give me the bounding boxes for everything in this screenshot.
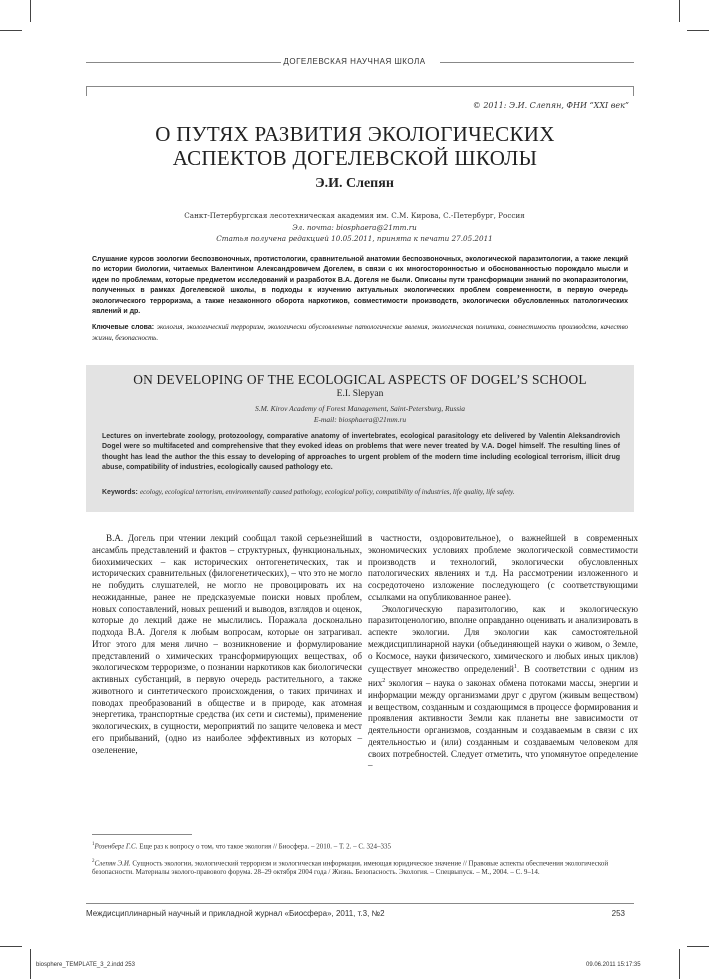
keywords-en xyxy=(102,487,620,498)
keywords-text: экология, экологический терроризм, экологически обусловленные патологические явления, экологическая политика, совместимость производств, качество жизни, безопасность. xyxy=(92,323,629,343)
footnote-number: 2 xyxy=(92,859,95,864)
english-affiliation: S.M. Kirov Academy of Forest Management, Saint-Petersburg, Russia xyxy=(254,404,466,413)
footnote-2 xyxy=(92,857,622,877)
paragraph-text: . В соответствии с одним из них xyxy=(368,664,638,689)
journal-footer: Междисциплинарный научный и прикладной журнал «Биосфера», 2011, т.3, №2 xyxy=(86,909,385,918)
english-title: ON DEVELOPING OF THE ECOLOGICAL ASPECTS OF DOGEL’S SCHOOL xyxy=(133,372,587,387)
crop-mark xyxy=(0,30,22,31)
footnote-rule xyxy=(92,834,192,835)
paragraph-text: экология – наука о законах обмена потоками массы, энергии и информации между организмами друг с другом (живым веществом) и веществом, созданным и создающимся в процессе формирования и проявления активности Земли как планеты вне зависимости от деятельности организмов, созданным и создаваемым в связи с их деятельностью и (или) созданным и создаваемым человеком для своих потребностей. Следует отметить, что упомянутое определение – xyxy=(368,678,638,771)
affiliation: Санкт-Петербургская лесотехническая академия им. С.М. Кирова, С.-Петербург, Россия xyxy=(184,211,525,220)
crop-mark xyxy=(687,30,709,31)
footnote-text: Еще раз к вопросу о том, что такое экология // Биосфера. – 2010. – Т. 2. – С. 324–335 xyxy=(137,842,392,851)
crop-mark xyxy=(30,0,31,22)
footer-rule xyxy=(86,903,634,904)
abstract-en: Lectures on invertebrate zoology, protozoology, comparative anatomy of invertebrates, ecological parasitology etc delivered by Valentin Aleksandrovich Dogel were so multifaceted and comprehensive that they evoked ideas on problems that were never treated by V.A. Dogel himself. The resulting lines of thought has lead the author the this essay to developing of approaches to urgent problem of the modern time including ecological terrorism, illicit drug abuse, compatibility of industries, ecologically caused pathology etc. xyxy=(102,433,620,471)
paragraph: в частности, оздоровительное), о важнейшей в современных экономических условиях проблеме экологической совместимости производств и технологий, экологически обусловленных патологических явлениях и т.д. На рассмотрении изложенного и сосредоточено изложение последующего (с соответствующими ссылками на опубликованное ранее). xyxy=(368,533,638,602)
header-rule-top-box xyxy=(86,86,634,87)
author-name: Э.И. Слепян xyxy=(315,176,394,191)
body-column-right xyxy=(368,533,638,772)
footnote-number: 1 xyxy=(92,842,95,847)
crop-mark xyxy=(679,0,680,22)
english-author: E.I. Slepyan xyxy=(336,389,384,399)
footnote-1 xyxy=(92,840,622,851)
footnote-author: Слепян Э.И. xyxy=(94,859,131,868)
header-rule-right-vertical xyxy=(633,86,634,96)
title-line-1: О ПУТЯХ РАЗВИТИЯ ЭКОЛОГИЧЕСКИХ xyxy=(155,122,555,146)
footnote-ref-1[interactable]: 1 xyxy=(513,664,517,671)
paragraph xyxy=(368,604,638,773)
keywords-ru xyxy=(92,322,628,344)
paragraph-text: Экологическую паразитологию, как и экологическую паразитоценологию, вполне оправданно оценивать и анализировать в аспекте экологии. Для экологии как самостоятельной междисциплинарной науки (объединяющей науки о живом, о Земле, о Космосе, науки физического, химического и любых иных циклов) существует множество определений xyxy=(368,603,638,675)
running-title: ДОГЕЛЕВСКАЯ НАУЧНАЯ ШКОЛА xyxy=(283,57,426,66)
footnote-ref-2[interactable]: 2 xyxy=(382,678,386,685)
email: Эл. почта: biosphaera@21mm.ru xyxy=(292,223,417,232)
footnote-text: Сущность экологии, экологический терроризм и экологическая информация, имеющая юридическое значение // Правовые аспекты обеспечения экологической безопасности. Материалы эколого-правового форума. 28–29 октября 2004 года / Жизнь. Безопасность. Экология. – Спецвыпуск. – М., 2004. – С. 9–14. xyxy=(92,859,609,877)
paragraph: В.А. Догель при чтении лекций сообщал такой серьезнейший ансамбль представлений и фактов – структурных, функциональных, биохимических – как исторических онтогенетических, так и исторических сравнительных (филогенетических), – что это не могло не побудить слушателей, не могло не провоцировать их на неожиданные, ранее не предсказуемые поиски новых проблем, новых сопоставлений, новых решений и выводов, взглядов и оценок, которые до лекций даже не мыслились. Поражала досконально подхода В.А. Догеля к любым вопросам, которые он затрагивал. Итог этого для меня лично – возникновение и формулирование представлений о химических трансформирующих веществах, об экологическом терроризме, о познании наркотиков как биологически активных субстанций, в первую очередь растительного, а также животного и синтетического происхождения, о таких причинах и поводах преобразований в обществе и в природе, как атомная энергетика, транспортные средства (их сети и системы), применение экологических, в сущности, мероприятий по защите человека и мест его прибываний, (одно из наиболее эффективных из которых – озеленение, xyxy=(92,533,362,755)
english-email: E-mail: biosphaera@21mm.ru xyxy=(313,415,407,424)
keywords-en-label: Keywords: xyxy=(102,489,138,496)
keywords-en-text: ecology, ecological terrorism, environmentally caused pathology, ecological policy, compatibility of industries, life quality, life safety. xyxy=(140,488,515,496)
slug-datetime: 09.06.2011 15:17:35 xyxy=(586,962,641,968)
body-column-left xyxy=(92,533,362,756)
article-title xyxy=(60,122,650,170)
copyright: © 2011: Э.И. Слепян, ФНИ “XXI век” xyxy=(472,101,629,110)
header-rule-left-vertical xyxy=(86,86,87,96)
crop-mark xyxy=(687,946,709,947)
crop-mark xyxy=(0,946,22,947)
title-line-2: АСПЕКТОВ ДОГЕЛЕВСКОЙ ШКОЛЫ xyxy=(172,146,538,170)
header-rule-right xyxy=(440,62,634,63)
received-date: Статья получена редакцией 10.05.2011, принята к печати 27.05.2011 xyxy=(216,234,493,243)
abstract-ru: Слушание курсов зоологии беспозвоночных, протистологии, сравнительной анатомии беспозвоночных, экологической паразитологии, а также лекций по истории биологии, читаемых Валентином Александровичем Догелем, в связи с их многосторонностью и обоснованностью порождало мысли и идеи по проблемам, которые предметом исследований и разработок В.А. Догеля не были. Описаны пути трансформации знаний по экопаразитологии, полученных в рамках Догелевской школы, в подходы к изучению актуальных экологических проблем современности, в первую очередь экологического терроризма, а также незаконного оборота наркотиков, совместимости производств, экологически обусловленных патологических явлений и др. xyxy=(92,256,628,316)
footnote-author: Розенберг Г.С. xyxy=(94,842,138,851)
keywords-label: Ключевые слова: xyxy=(92,324,155,331)
page-number: 253 xyxy=(611,909,625,918)
crop-mark xyxy=(30,949,31,979)
slug-filename: biosphere_TEMPLATE_3_2.indd 253 xyxy=(36,962,135,968)
crop-mark xyxy=(679,949,680,979)
